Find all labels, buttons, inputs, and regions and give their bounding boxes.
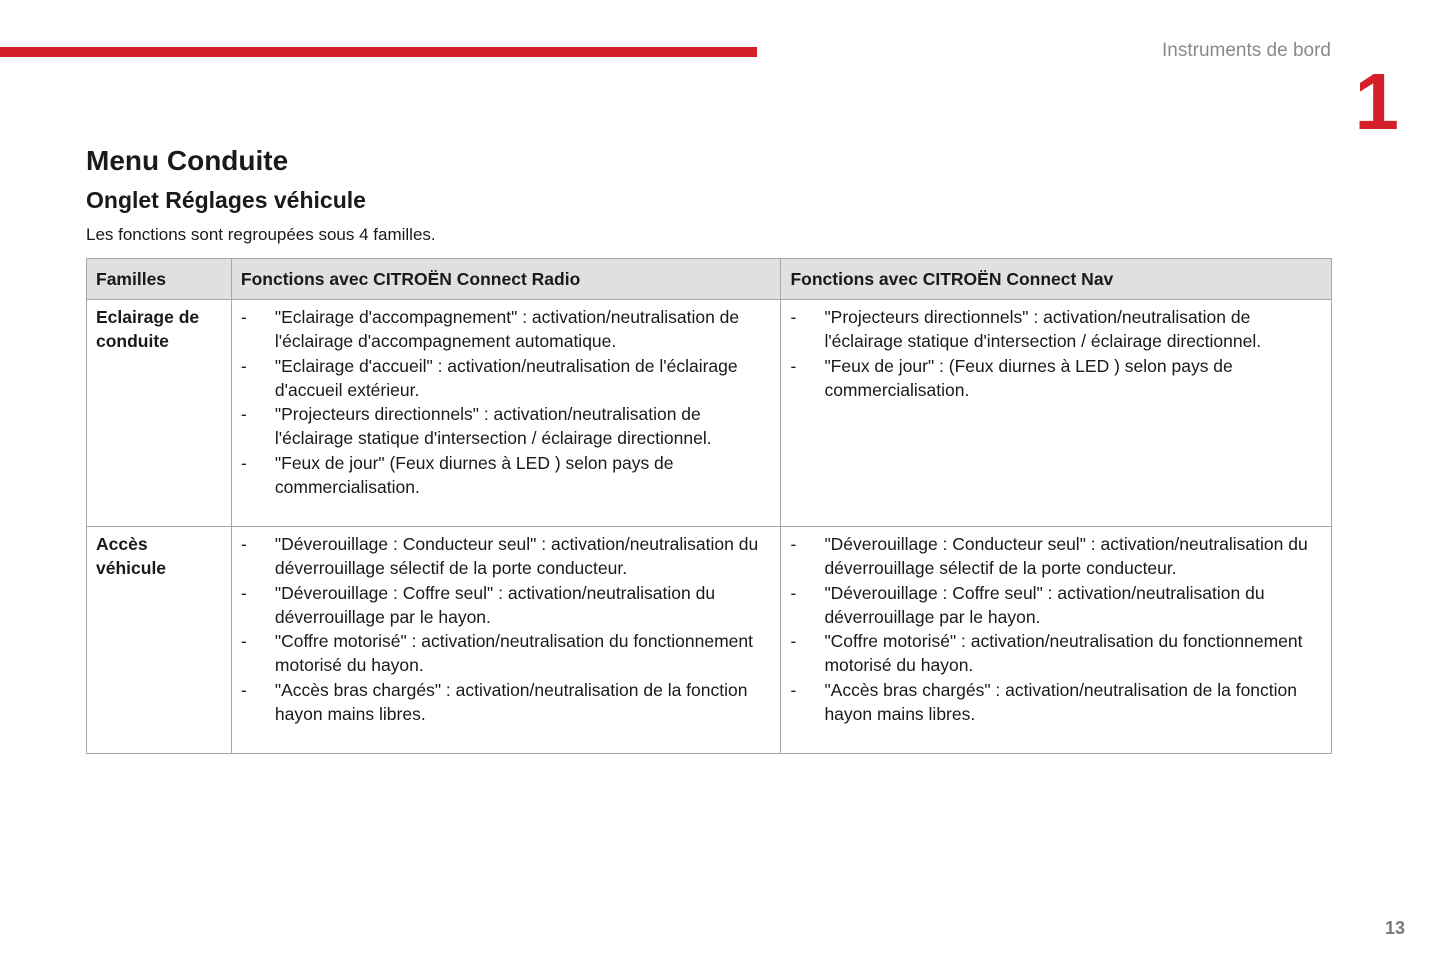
family-cell: Accès véhicule <box>87 527 232 754</box>
list-item: - "Déverouillage : Coffre seul" : activation/neutralisation du déverrouillage par le hayon. <box>790 581 1322 630</box>
header-accent-bar <box>0 47 757 57</box>
function-list <box>241 532 772 726</box>
list-item: - "Feux de jour" : (Feux diurnes à LED ) selon pays de commercialisation. <box>790 354 1322 403</box>
family-cell: Eclairage de conduite <box>87 300 232 527</box>
table-row <box>87 527 1332 754</box>
list-item: - "Déverouillage : Coffre seul" : activation/neutralisation du déverrouillage par le hayon. <box>241 581 772 630</box>
table-header-row <box>87 259 1332 300</box>
radio-functions-cell <box>231 527 781 754</box>
list-item: - "Eclairage d'accompagnement" : activation/neutralisation de l'éclairage d'accompagnement automatique. <box>241 305 772 354</box>
header-connect-radio: Fonctions avec CITROËN Connect Radio <box>231 259 781 300</box>
list-item: - "Accès bras chargés" : activation/neutralisation de la fonction hayon mains libres. <box>241 678 772 727</box>
list-item: - "Feux de jour" (Feux diurnes à LED ) selon pays de commercialisation. <box>241 451 772 500</box>
list-item: - "Projecteurs directionnels" : activation/neutralisation de l'éclairage statique d'intersection / éclairage directionnel. <box>790 305 1322 354</box>
list-item: - "Eclairage d'accueil" : activation/neutralisation de l'éclairage d'accueil extérieur. <box>241 354 772 403</box>
page-title: Menu Conduite <box>86 145 289 176</box>
nav-functions-cell <box>781 527 1332 754</box>
list-item: - "Accès bras chargés" : activation/neutralisation de la fonction hayon mains libres. <box>790 678 1322 727</box>
nav-functions-cell <box>781 300 1332 527</box>
header-families: Familles <box>87 259 232 300</box>
page-number: 13 <box>1384 918 1405 938</box>
list-item: - "Déverouillage : Conducteur seul" : activation/neutralisation du déverrouillage sélectif de la porte conducteur. <box>790 532 1322 581</box>
function-list <box>790 532 1322 726</box>
radio-functions-cell <box>231 300 781 527</box>
table-row <box>87 300 1332 527</box>
section-name: Instruments de bord <box>1162 40 1331 61</box>
list-item: - "Coffre motorisé" : activation/neutralisation du fonctionnement motorisé du hayon. <box>790 629 1322 678</box>
chapter-number: 1 <box>1354 57 1399 146</box>
list-item: - "Déverouillage : Conducteur seul" : activation/neutralisation du déverrouillage sélectif de la porte conducteur. <box>241 532 772 581</box>
page-subtitle: Onglet Réglages véhicule <box>86 187 366 213</box>
functions-table <box>86 258 1332 754</box>
function-list <box>790 305 1322 402</box>
header-connect-nav: Fonctions avec CITROËN Connect Nav <box>781 259 1332 300</box>
list-item: - "Projecteurs directionnels" : activation/neutralisation de l'éclairage statique d'intersection / éclairage directionnel. <box>241 402 772 451</box>
list-item: - "Coffre motorisé" : activation/neutralisation du fonctionnement motorisé du hayon. <box>241 629 772 678</box>
intro-text: Les fonctions sont regroupées sous 4 familles. <box>86 225 436 244</box>
function-list <box>241 305 772 499</box>
